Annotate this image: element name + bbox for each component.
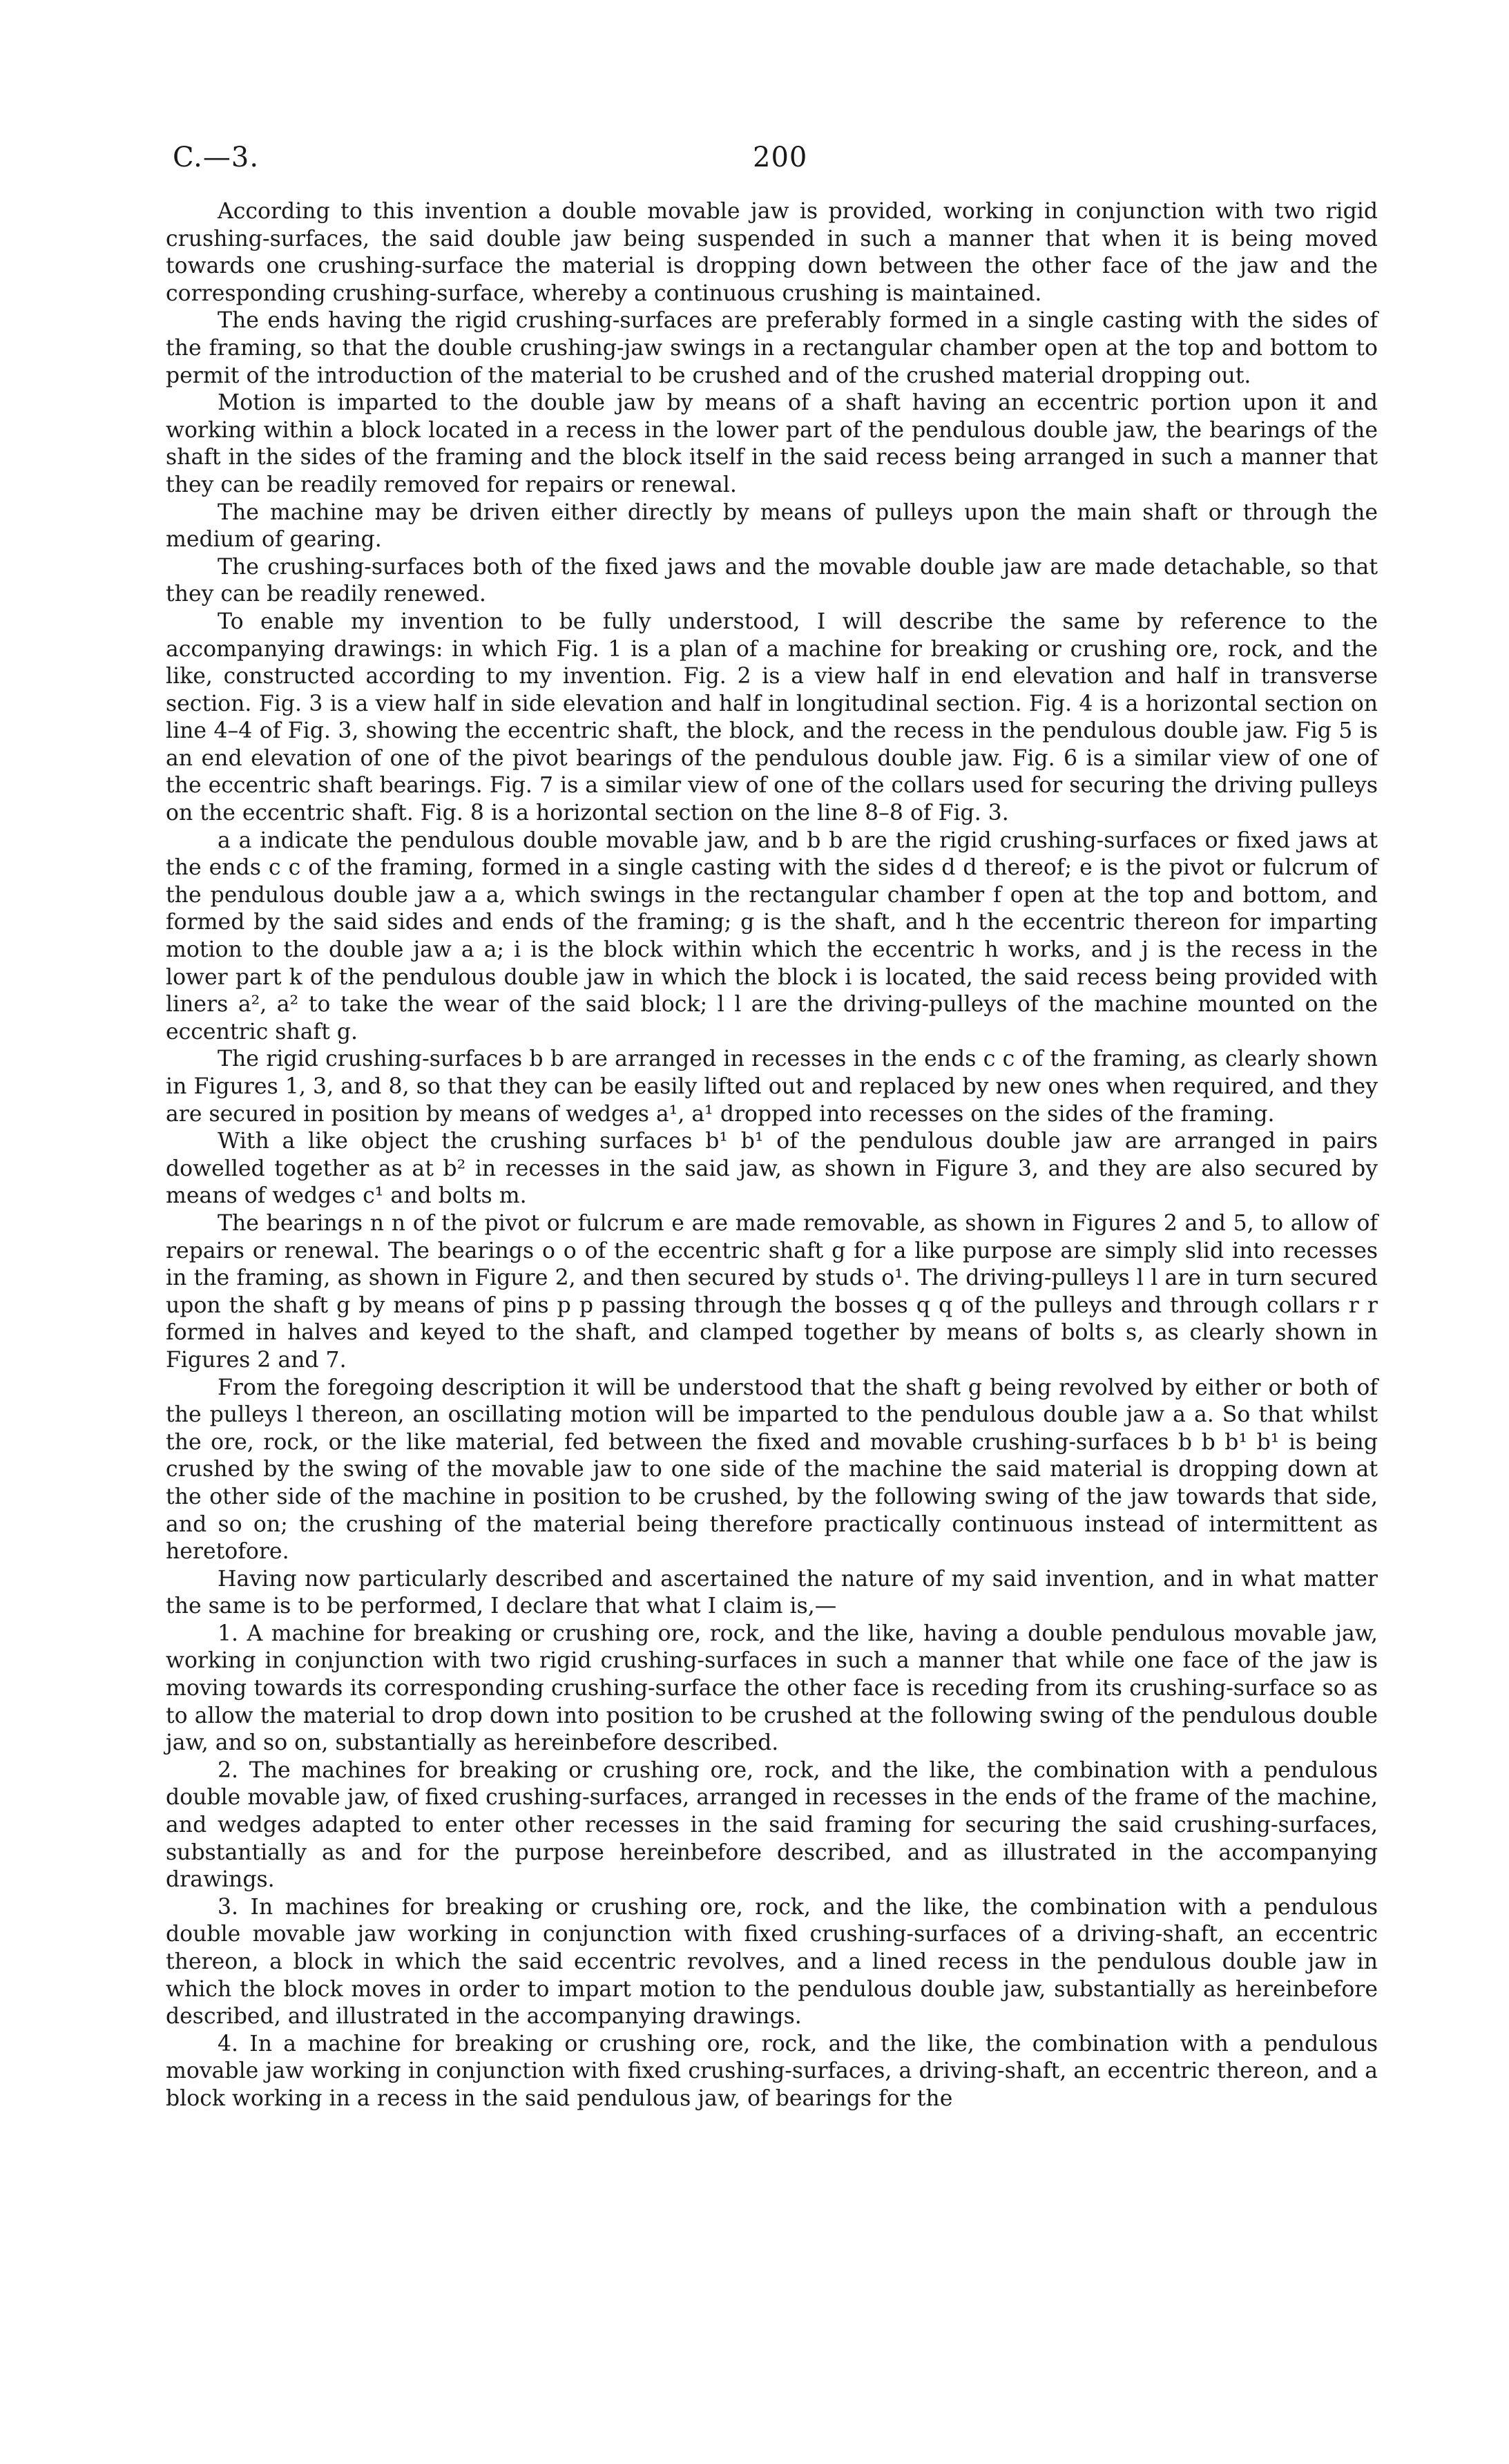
paragraph-rigid-surfaces: The rigid crushing-surfaces b b are arranged in recesses in the ends c c of the framing, as clearly shown in Figures 1, 3, and 8, so that they can be easily lifted out and replaced by new ones when required, and they are secured in position by means of wedges a¹, a¹ dropped into recesses on the sides of the framing. (166, 1047, 1378, 1127)
paragraph-figures: To enable my invention to be fully understood, I will describe the same by reference to the accompanying drawings: in which Fig. 1 is a plan of a machine for breaking or crushing ore, rock, and the like, constructed according to my invention. Fig. 2 is a view half in end elevation and half in transverse section. Fig. 3 is a view half in side elevation and half in longitudinal section. Fig. 4 is a horizontal section on line 4–4 of Fig. 3, showing the eccentric shaft, the block, and the recess in the pendulous double jaw. Fig 5 is an end elevation of one of the pivot bearings of the pendulous double jaw. Fig. 6 is a similar view of one of the eccentric shaft bearings. Fig. 7 is a similar view of one of the collars used for securing the driving pulleys on the eccentric shaft. Fig. 8 is a horizontal section on the line 8–8 of Fig. 3. (166, 609, 1378, 826)
page-number: 200 (753, 142, 808, 173)
paragraph-surfaces: The crushing-surfaces both of the fixed jaws and the movable double jaw are made detachable, so that they can be readily renewed. (166, 554, 1378, 607)
paragraph-jaw-surfaces: With a like object the crushing surfaces b¹ b¹ of the pendulous double jaw are arranged in pairs dowelled together as at b² in recesses in the said jaw, as shown in Figure 3, and they are also secured by means of wedges c¹ and bolts m. (166, 1129, 1378, 1209)
paragraph-drive: The machine may be driven either directly by means of pulleys upon the main shaft or through the medium of gearing. (166, 499, 1378, 553)
page-header (166, 142, 1378, 183)
paragraph-operation: From the foregoing description it will be understood that the shaft g being revolved by either or both of the pulleys l thereon, an oscillating motion will be imparted to the pendulous double jaw a a. So that whilst the ore, rock, or the like material, fed between the fixed and movable crushing-surfaces b b b¹ b¹ is being crushed by the swing of the movable jaw to one side of the machine the said material is dropping down at the other side of the machine in position to be crushed, by the following swing of the jaw towards that side, and so on; the crushing of the material being therefore practically continuous instead of intermittent as heretofore. (166, 1375, 1378, 1565)
claim-3: 3. In machines for breaking or crushing ore, rock, and the like, the combination with a pendulous double movable jaw working in conjunction with fixed crushing-surfaces of a driving-shaft, an eccentric thereon, a block in which the said eccentric revolves, and a lined recess in the pendulous double jaw in which the block moves in order to impart motion to the pendulous double jaw, substantially as hereinbefore described, and illustrated in the accompanying drawings. (166, 1894, 1378, 2030)
paragraph-parts: a a indicate the pendulous double movable jaw, and b b are the rigid crushing-surfaces or fixed jaws at the ends c c of the framing, formed in a single casting with the sides d d thereof; e is the pivot or fulcrum of the pendulous double jaw a a, which swings in the rectangular chamber f open at the top and bottom, and formed by the said sides and ends of the framing; g is the shaft, and h the eccentric thereon for imparting motion to the double jaw a a; i is the block within which the eccentric h works, and j is the recess in the lower part k of the pendulous double jaw in which the block i is located, the said recess being provided with liners a², a² to take the wear of the said block; l l are the driving-pulleys of the machine mounted on the eccentric shaft g. (166, 828, 1378, 1044)
claim-1: 1. A machine for breaking or crushing ore, rock, and the like, having a double pendulous movable jaw, working in conjunction with two rigid crushing-surfaces in such a manner that while one face of the jaw is moving towards its corresponding crushing-surface the other face is receding from its crushing-surface so as to allow the material to drop down into position to be crushed at the following swing of the pendulous double jaw, and so on, substantially as hereinbefore described. (166, 1621, 1378, 1756)
paragraph-ends: The ends having the rigid crushing-surfaces are preferably formed in a single casting with the sides of the framing, so that the double crushing-jaw swings in a rectangular chamber open at the top and bottom to permit of the introduction of the material to be crushed and of the crushed material dropping out. (166, 308, 1378, 388)
paragraph-intro: According to this invention a double movable jaw is provided, working in conjunction with two rigid crushing-surfaces, the said double jaw being suspended in such a manner that when it is being moved towards one crushing-surface the material is dropping down between the other face of the jaw and the corresponding crushing-surface, whereby a continuous crushing is maintained. (166, 199, 1378, 306)
body-text (166, 198, 1378, 2113)
claim-2: 2. The machines for breaking or crushing ore, rock, and the like, the combination with a pendulous double movable jaw, of fixed crushing-surfaces, arranged in recesses in the ends of the frame of the machine, and wedges adapted to enter other recesses in the said framing for securing the said crushing-surfaces, substantially as and for the purpose hereinbefore described, and as illustrated in the accompanying drawings. (166, 1757, 1378, 1893)
document-reference: C.—3. (173, 142, 260, 173)
claim-4: 4. In a machine for breaking or crushing ore, rock, and the like, the combination with a pendulous movable jaw working in conjunction with fixed crushing-surfaces, a driving-shaft, an eccentric thereon, and a block working in a recess in the said pendulous jaw, of bearings for the (166, 2031, 1378, 2111)
paragraph-bearings: The bearings n n of the pivot or fulcrum e are made removable, as shown in Figures 2 and 5, to allow of repairs or renewal. The bearings o o of the eccentric shaft g for a like purpose are simply slid into recesses in the framing, as shown in Figure 2, and then secured by studs o¹. The driving-pulleys l l are in turn secured upon the shaft g by means of pins p p passing through the bosses q q of the pulleys and through collars r r formed in halves and keyed to the shaft, and clamped together by means of bolts s, as clearly shown in Figures 2 and 7. (166, 1210, 1378, 1373)
paragraph-claims-intro: Having now particularly described and ascertained the nature of my said invention, and in what matter the same is to be performed, I declare that what I claim is,— (166, 1566, 1378, 1619)
paragraph-motion: Motion is imparted to the double jaw by means of a shaft having an eccentric portion upon it and working within a block located in a recess in the lower part of the pendulous double jaw, the bearings of the shaft in the sides of the framing and the block itself in the said recess being arranged in such a manner that they can be readily removed for repairs or renewal. (166, 390, 1378, 497)
